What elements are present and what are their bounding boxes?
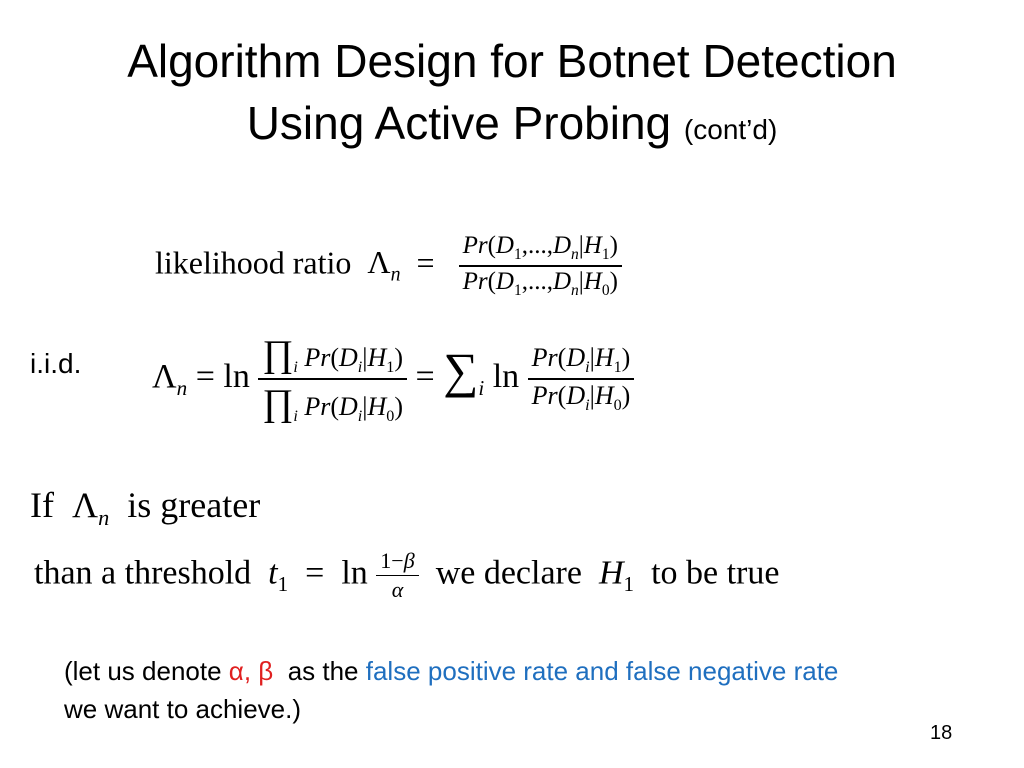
product-fraction: $\frac{\prod_i Pr(D_i|H_1)}{\prod_i Pr(D_i|H_0)}$ [258, 332, 407, 426]
if-greater-line: If $\Lambda_n$ is greater [30, 485, 261, 531]
title-suffix: (cont’d) [683, 114, 778, 145]
lr-label: likelihood ratio [155, 244, 352, 281]
slide-title [0, 30, 1024, 161]
lambda-n-symbol: $\Lambda_n$ [367, 244, 401, 286]
rates-text: false positive rate and false negative rate [365, 656, 839, 686]
lr-numerator: $Pr(D_1,...,D_n|H_1)$ [459, 232, 622, 267]
likelihood-ratio-formula: likelihood ratio $\Lambda_n$ = $\frac{Pr(D_1,...,D_n|H_1)}{Pr(D_1,...,D_n|H_0)}$ [155, 232, 622, 300]
alpha-beta-symbols: α, β [228, 656, 274, 686]
sum-fraction: $\frac{Pr(D_i|H_1)}{Pr(D_i|H_0)}$ [528, 343, 635, 415]
iid-label: i.i.d. [30, 348, 82, 379]
lr-fraction [459, 232, 622, 300]
note-paragraph: (let us denote α, β as the false positive rate and false negative rate we want to achieve.) [64, 656, 839, 724]
title-line-2 [0, 92, 1024, 161]
title-line-1: Algorithm Design for Botnet Detection [127, 35, 897, 87]
title-line-2-main: Using Active Probing [246, 97, 672, 149]
threshold-fraction: $\frac{1-\beta}{\alpha}$ [376, 548, 418, 603]
page-number: 18 [930, 722, 953, 744]
iid-formula: $\Lambda_n = \ln$ $\frac{\prod_i Pr(D_i|H_1)}{\prod_i Pr(D_i|H_0)}$ = $\sum_i$ ln $\frac{Pr(D_i|H_1)}{Pr(D_i|H_0)}$ [152, 332, 634, 426]
lr-denominator: $Pr(D_1,...,D_n|H_0)$ [462, 268, 618, 299]
threshold-line: than a threshold $t_1 = \ln$ $\frac{1-\beta}{\alpha}$ we declare $H_1$ to be true [34, 548, 780, 602]
